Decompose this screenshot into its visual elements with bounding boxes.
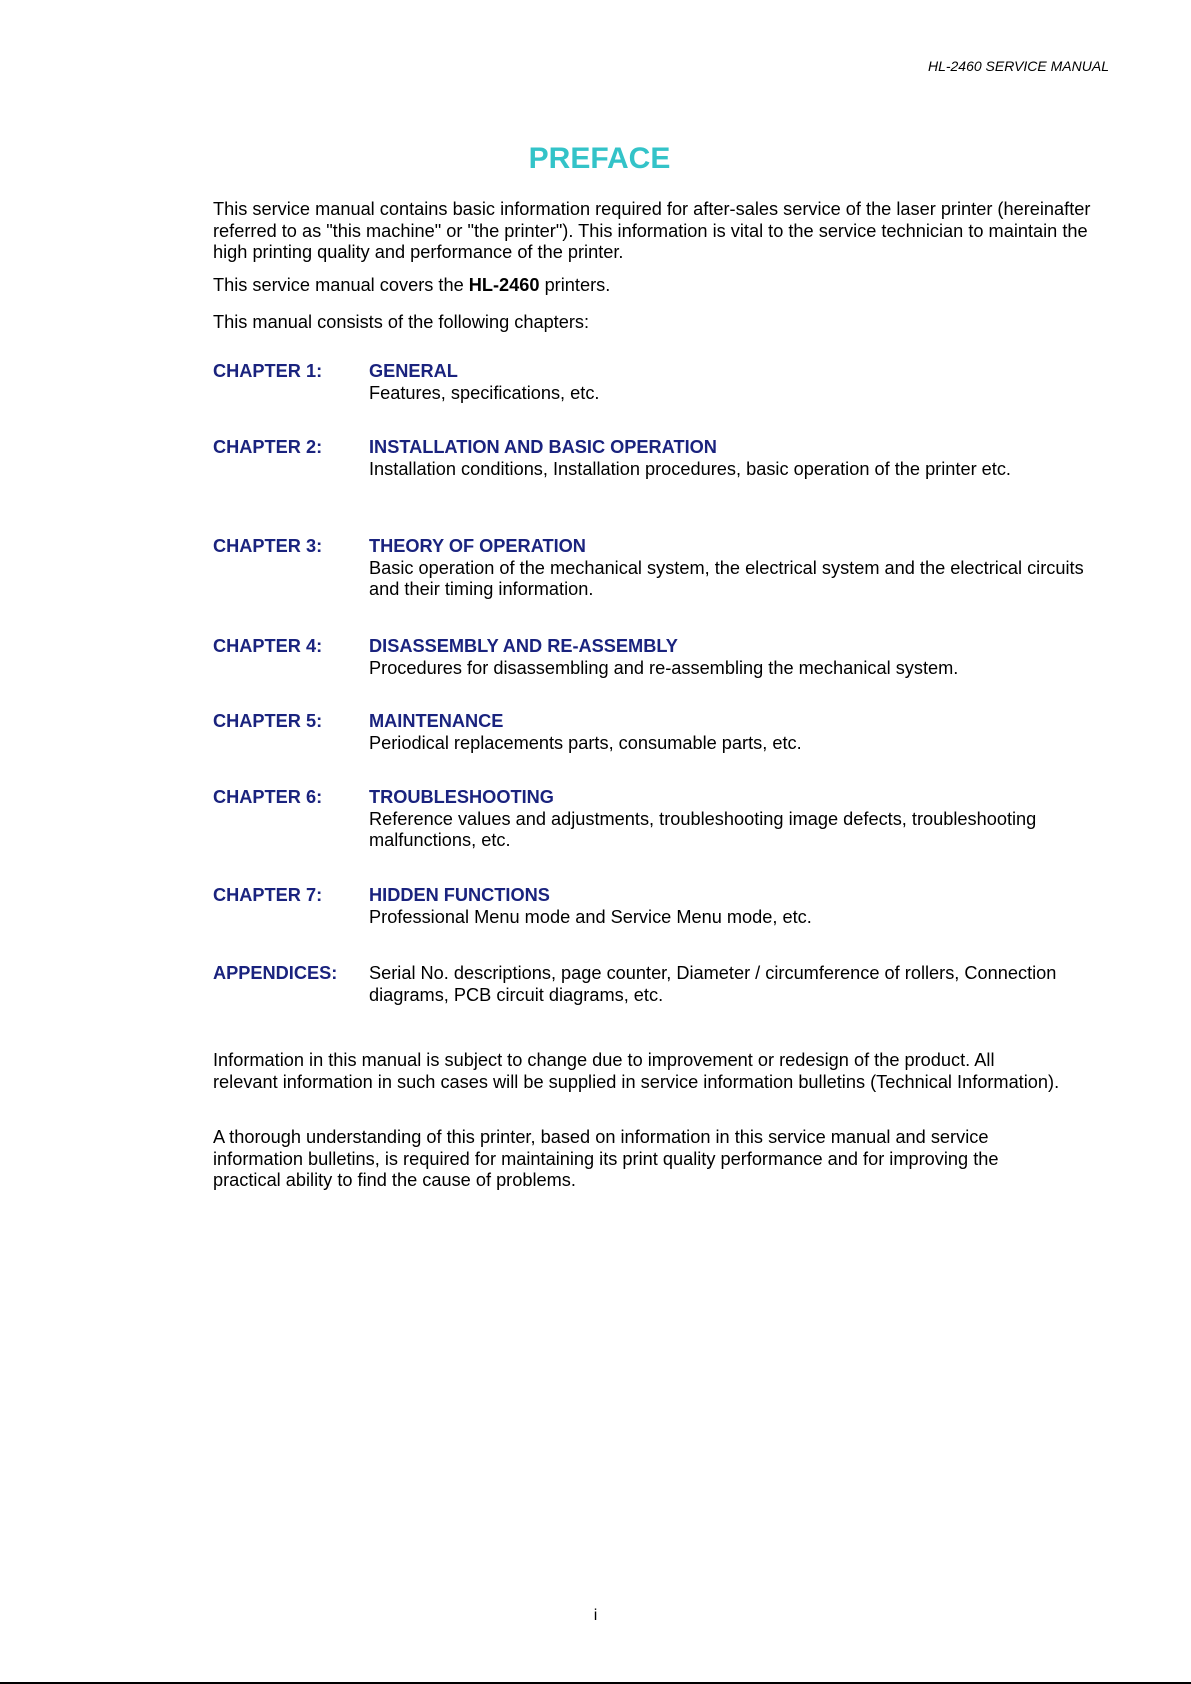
chapter-label: CHAPTER 6: bbox=[213, 787, 323, 807]
chapter-description: Features, specifications, etc. bbox=[369, 382, 600, 403]
chapter-label: CHAPTER 2: bbox=[213, 437, 323, 457]
chapter-title: HIDDEN FUNCTIONS bbox=[369, 885, 550, 905]
chapter-label: CHAPTER 1: bbox=[213, 361, 323, 381]
page-title: PREFACE bbox=[528, 142, 671, 175]
chapter-label: CHAPTER 7: bbox=[213, 885, 323, 905]
chapter-description: Procedures for disassembling and re-assembling the mechanical system. bbox=[369, 657, 959, 678]
chapter-description: Periodical replacements parts, consumable parts, etc. bbox=[369, 732, 802, 753]
chapter-title: TROUBLESHOOTING bbox=[369, 787, 554, 807]
covers-text: This service manual covers the bbox=[213, 275, 469, 295]
chapter-description: Basic operation of the mechanical system, the electrical system and the electrical circuits and their timing information. bbox=[369, 557, 1084, 599]
chapter-label: CHAPTER 5: bbox=[213, 711, 323, 731]
chapter-title: THEORY OF OPERATION bbox=[369, 536, 586, 556]
appendices-description: Serial No. descriptions, page counter, Diameter / circumference of rollers, Connection diagrams, PCB circuit diagrams, etc. bbox=[369, 963, 1057, 1005]
chapter-label: CHAPTER 4: bbox=[213, 636, 323, 656]
chapter-title: MAINTENANCE bbox=[369, 711, 504, 731]
chapter-title: DISASSEMBLY AND RE-ASSEMBLY bbox=[369, 636, 678, 656]
chapter-title: INSTALLATION AND BASIC OPERATION bbox=[369, 437, 717, 457]
running-header: HL-2460 SERVICE MANUAL bbox=[927, 58, 1109, 74]
chapter-description: Installation conditions, Installation procedures, basic operation of the printer etc. bbox=[369, 458, 1011, 479]
appendices-label: APPENDICES: bbox=[213, 963, 338, 983]
change-notice-paragraph: Information in this manual is subject to change due to improvement or redesign of the product. All relevant information in such cases will be supplied in service information bulletins (Technical Information). bbox=[213, 1050, 1060, 1092]
intro-paragraph: This service manual contains basic information required for after-sales service of the laser printer (hereinafter referred to as "this machine" or "the printer"). This information is vital to the service technician to maintain the high printing quality and performance of the printer. bbox=[213, 199, 1091, 262]
model-name: HL-2460 bbox=[468, 275, 540, 295]
consists-paragraph: This manual consists of the following chapters: bbox=[213, 312, 590, 332]
understanding-paragraph: A thorough understanding of this printer, based on information in this service manual and service information bulletins, is required for maintaining its print quality performance and for improving the practical ability to find the cause of problems. bbox=[213, 1127, 999, 1190]
chapter-title: GENERAL bbox=[369, 361, 458, 381]
covers-paragraph bbox=[213, 275, 1093, 297]
chapter-label: CHAPTER 3: bbox=[213, 536, 323, 556]
chapter-description: Reference values and adjustments, troubleshooting image defects, troubleshooting malfunctions, etc. bbox=[369, 808, 1037, 850]
page-number: i bbox=[593, 1607, 598, 1624]
covers-text-end: printers. bbox=[539, 275, 611, 295]
chapter-description: Professional Menu mode and Service Menu mode, etc. bbox=[369, 906, 812, 927]
